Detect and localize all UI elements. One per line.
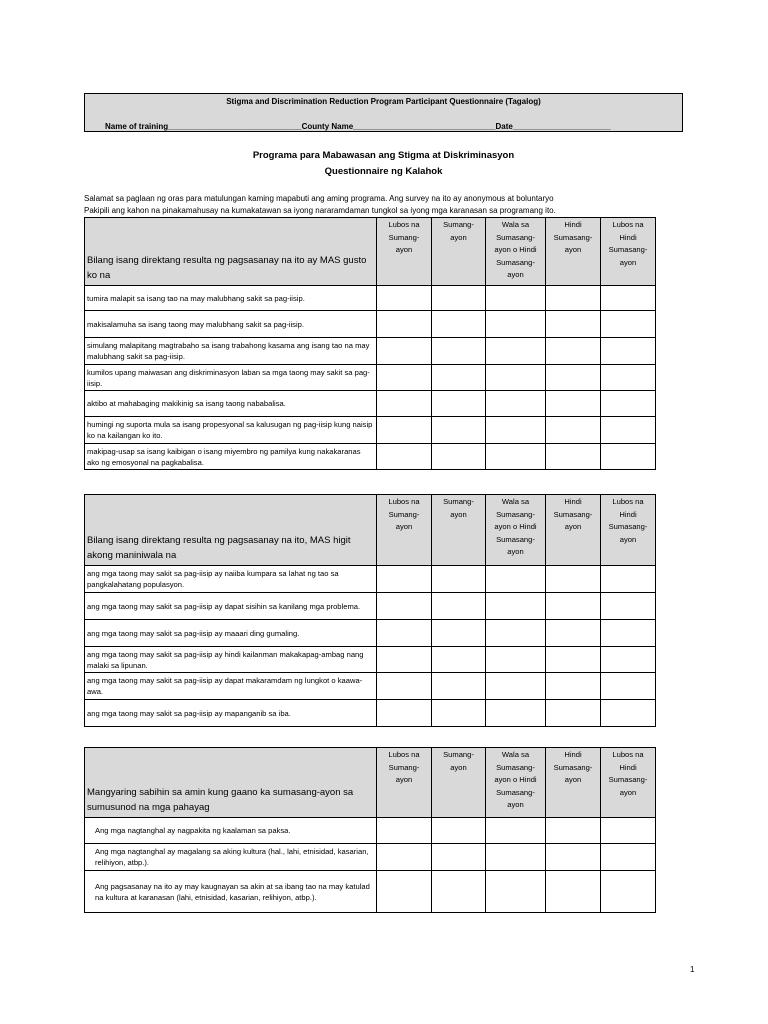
questionnaire-header — [84, 93, 683, 132]
rating-cell[interactable] — [432, 647, 486, 673]
rating-cell[interactable] — [432, 444, 486, 470]
document-title: Programa para Mabawasan ang Stigma at Diskriminasyon — [252, 150, 515, 161]
col-neutral: Wala sa Sumasang- ayon o Hindi Sumasang- ayon — [486, 748, 546, 818]
col-neutral: Wala sa Sumasang- ayon o Hindi Sumasang- ayon — [486, 495, 546, 566]
rating-cell[interactable] — [377, 286, 432, 311]
rating-cell[interactable] — [546, 620, 601, 647]
rating-cell[interactable] — [486, 417, 546, 444]
col-strongly-agree: Lubos na Sumang- ayon — [377, 748, 432, 818]
table-row — [85, 311, 656, 338]
rating-cell[interactable] — [432, 338, 486, 365]
rating-cell[interactable] — [546, 391, 601, 417]
county-name-field[interactable]: County Name________________________________ — [301, 122, 496, 131]
section2-header: Bilang isang direktang resulta ng pagsasanay na ito, MAS higit akong maniniwala na — [85, 495, 377, 566]
name-of-training-field[interactable]: Name of training______________________________ — [105, 122, 302, 131]
rating-cell[interactable] — [486, 338, 546, 365]
rating-cell[interactable] — [601, 700, 656, 727]
rating-cell[interactable] — [486, 620, 546, 647]
rating-cell[interactable] — [432, 286, 486, 311]
row-statement: makipag-usap sa isang kaibigan o isang miyembro ng pamilya kung nakakaranas ako ng emosyonal na pagkabalisa. — [85, 444, 377, 470]
rating-cell[interactable] — [546, 844, 601, 871]
rating-cell[interactable] — [432, 700, 486, 727]
col-disagree: Hindi Sumasang- ayon — [546, 748, 601, 818]
col-agree: Sumang- ayon — [432, 218, 486, 286]
rating-cell[interactable] — [486, 818, 546, 844]
rating-cell[interactable] — [546, 444, 601, 470]
rating-cell[interactable] — [486, 647, 546, 673]
row-statement: ang mga taong may sakit sa pag-iisip ay dapat makaramdam ng lungkot o kaawa-awa. — [85, 673, 377, 700]
rating-cell[interactable] — [432, 391, 486, 417]
section2-table — [84, 494, 656, 727]
rating-cell[interactable] — [546, 417, 601, 444]
rating-cell[interactable] — [546, 566, 601, 593]
rating-cell[interactable] — [601, 338, 656, 365]
rating-cell[interactable] — [432, 620, 486, 647]
rating-cell[interactable] — [601, 818, 656, 844]
rating-cell[interactable] — [377, 593, 432, 620]
col-agree: Sumang- ayon — [432, 748, 486, 818]
col-strongly-agree: Lubos na Sumang- ayon — [377, 218, 432, 286]
row-statement: Ang pagsasanay na ito ay may kaugnayan sa akin at sa ibang tao na may katulad na kultura at karanasan (lahi, etnisidad, kasarian, relihiyon, atbp.). — [85, 871, 377, 913]
rating-cell[interactable] — [377, 620, 432, 647]
table-row — [85, 417, 656, 444]
rating-cell[interactable] — [546, 338, 601, 365]
rating-cell[interactable] — [377, 647, 432, 673]
col-strongly-disagree: Lubos na Hindi Sumasang- ayon — [601, 495, 656, 566]
rating-cell[interactable] — [377, 871, 432, 913]
header-fields — [105, 122, 611, 131]
rating-cell[interactable] — [601, 365, 656, 391]
table-row — [85, 566, 656, 593]
table-row — [85, 844, 656, 871]
rating-cell[interactable] — [432, 566, 486, 593]
row-statement: ang mga taong may sakit sa pag-iisip ay hindi kailanman makakapag-ambag nang malaki sa lipunan. — [85, 647, 377, 673]
col-agree: Sumang- ayon — [432, 495, 486, 566]
rating-cell[interactable] — [377, 444, 432, 470]
document-subtitle: Questionnaire ng Kalahok — [324, 166, 443, 177]
col-strongly-disagree: Lubos na Hindi Sumasang- ayon — [601, 748, 656, 818]
rating-cell[interactable] — [601, 620, 656, 647]
header-title: Stigma and Discrimination Reduction Program Participant Questionnaire (Tagalog) — [226, 97, 541, 106]
table-row — [85, 700, 656, 727]
intro-text-line-2: Pakipili ang kahon na pinakamahusay na kumakatawan sa iyong nararamdaman tungkol sa iyong mga karanasan sa programang ito. — [84, 206, 556, 215]
rating-cell[interactable] — [377, 391, 432, 417]
rating-cell[interactable] — [601, 871, 656, 913]
row-statement: tumira malapit sa isang tao na may malubhang sakit sa pag-iisip. — [85, 286, 377, 311]
row-statement: humingi ng suporta mula sa isang propesyonal sa kalusugan ng pag-iisip kung naisip ko na kailangan ko ito. — [85, 417, 377, 444]
rating-cell[interactable] — [377, 338, 432, 365]
intro-text-line-1: Salamat sa paglaan ng oras para matulungan kaming mapabuti ang aming programa. Ang survey na ito ay anonymous at boluntaryo — [84, 194, 554, 203]
col-disagree: Hindi Sumasang- ayon — [546, 218, 601, 286]
rating-cell[interactable] — [432, 365, 486, 391]
section1-header: Bilang isang direktang resulta ng pagsasanay na ito ay MAS gusto ko na — [85, 218, 377, 286]
section1-table — [84, 217, 656, 470]
rating-cell[interactable] — [601, 311, 656, 338]
rating-cell[interactable] — [377, 700, 432, 727]
rating-cell[interactable] — [486, 311, 546, 338]
table-row — [85, 871, 656, 913]
table-row — [85, 673, 656, 700]
rating-cell[interactable] — [601, 566, 656, 593]
rating-cell[interactable] — [546, 311, 601, 338]
rating-cell[interactable] — [546, 286, 601, 311]
row-statement: ang mga taong may sakit sa pag-iisip ay dapat sisihin sa kanilang mga problema. — [85, 593, 377, 620]
row-statement: ang mga taong may sakit sa pag-iisip ay naiiba kumpara sa lahat ng tao sa pangkalahatang populasyon. — [85, 566, 377, 593]
col-strongly-agree: Lubos na Sumang- ayon — [377, 495, 432, 566]
rating-cell[interactable] — [486, 365, 546, 391]
section3-header: Mangyaring sabihin sa amin kung gaano ka sumasang-ayon sa sumusunod na mga pahayag — [85, 748, 377, 818]
rating-cell[interactable] — [546, 593, 601, 620]
date-field[interactable]: Date______________________ — [495, 122, 611, 131]
rating-cell[interactable] — [546, 818, 601, 844]
section3-header-row — [85, 748, 656, 818]
row-statement: simulang malapitang magtrabaho sa isang trabahong kasama ang isang tao na may malubhang sakit sa pag-iisip. — [85, 338, 377, 365]
rating-cell[interactable] — [486, 444, 546, 470]
rating-cell[interactable] — [546, 647, 601, 673]
rating-cell[interactable] — [486, 286, 546, 311]
col-strongly-disagree: Lubos na Hindi Sumasang- ayon — [601, 218, 656, 286]
rating-cell[interactable] — [486, 391, 546, 417]
rating-cell[interactable] — [377, 844, 432, 871]
rating-cell[interactable] — [432, 871, 486, 913]
rating-cell[interactable] — [377, 818, 432, 844]
rating-cell[interactable] — [486, 844, 546, 871]
table-row — [85, 647, 656, 673]
rating-cell[interactable] — [601, 391, 656, 417]
section3-table — [84, 747, 656, 913]
rating-cell[interactable] — [601, 444, 656, 470]
rating-cell[interactable] — [546, 365, 601, 391]
section1-header-row — [85, 218, 656, 286]
col-disagree: Hindi Sumasang- ayon — [546, 495, 601, 566]
row-statement: ang mga taong may sakit sa pag-iisip ay maaari ding gumaling. — [85, 620, 377, 647]
rating-cell[interactable] — [377, 566, 432, 593]
rating-cell[interactable] — [486, 700, 546, 727]
table-row — [85, 391, 656, 417]
section2-header-row — [85, 495, 656, 566]
page-number: 1 — [690, 965, 695, 974]
rating-cell[interactable] — [432, 818, 486, 844]
col-neutral: Wala sa Sumasang- ayon o Hindi Sumasang- ayon — [486, 218, 546, 286]
rating-cell[interactable] — [601, 673, 656, 700]
rating-cell[interactable] — [432, 673, 486, 700]
row-statement: Ang mga nagtanghal ay magalang sa aking kultura (hal., lahi, etnisidad, kasarian, relihiyon, atbp.). — [85, 844, 377, 871]
rating-cell[interactable] — [377, 417, 432, 444]
rating-cell[interactable] — [377, 673, 432, 700]
rating-cell[interactable] — [486, 566, 546, 593]
rating-cell[interactable] — [601, 286, 656, 311]
table-row — [85, 620, 656, 647]
rating-cell[interactable] — [601, 593, 656, 620]
rating-cell[interactable] — [601, 647, 656, 673]
rating-cell[interactable] — [486, 593, 546, 620]
table-row — [85, 444, 656, 470]
rating-cell[interactable] — [377, 311, 432, 338]
table-row — [85, 818, 656, 844]
table-row — [85, 365, 656, 391]
rating-cell[interactable] — [546, 871, 601, 913]
rating-cell[interactable] — [432, 593, 486, 620]
table-row — [85, 338, 656, 365]
rating-cell[interactable] — [546, 673, 601, 700]
row-statement: kumilos upang maiwasan ang diskriminasyon laban sa mga taong may sakit sa pag-iisip. — [85, 365, 377, 391]
row-statement: aktibo at mahabaging makikinig sa isang taong nababalisa. — [85, 391, 377, 417]
row-statement: Ang mga nagtanghal ay nagpakita ng kaalaman sa paksa. — [85, 818, 377, 844]
rating-cell[interactable] — [486, 673, 546, 700]
rating-cell[interactable] — [432, 844, 486, 871]
rating-cell[interactable] — [601, 417, 656, 444]
table-row — [85, 286, 656, 311]
rating-cell[interactable] — [546, 700, 601, 727]
table-row — [85, 593, 656, 620]
row-statement: ang mga taong may sakit sa pag-iisip ay mapanganib sa iba. — [85, 700, 377, 727]
rating-cell[interactable] — [601, 844, 656, 871]
rating-cell[interactable] — [486, 871, 546, 913]
rating-cell[interactable] — [377, 365, 432, 391]
row-statement: makisalamuha sa isang taong may malubhang sakit sa pag-iisip. — [85, 311, 377, 338]
rating-cell[interactable] — [432, 417, 486, 444]
rating-cell[interactable] — [432, 311, 486, 338]
